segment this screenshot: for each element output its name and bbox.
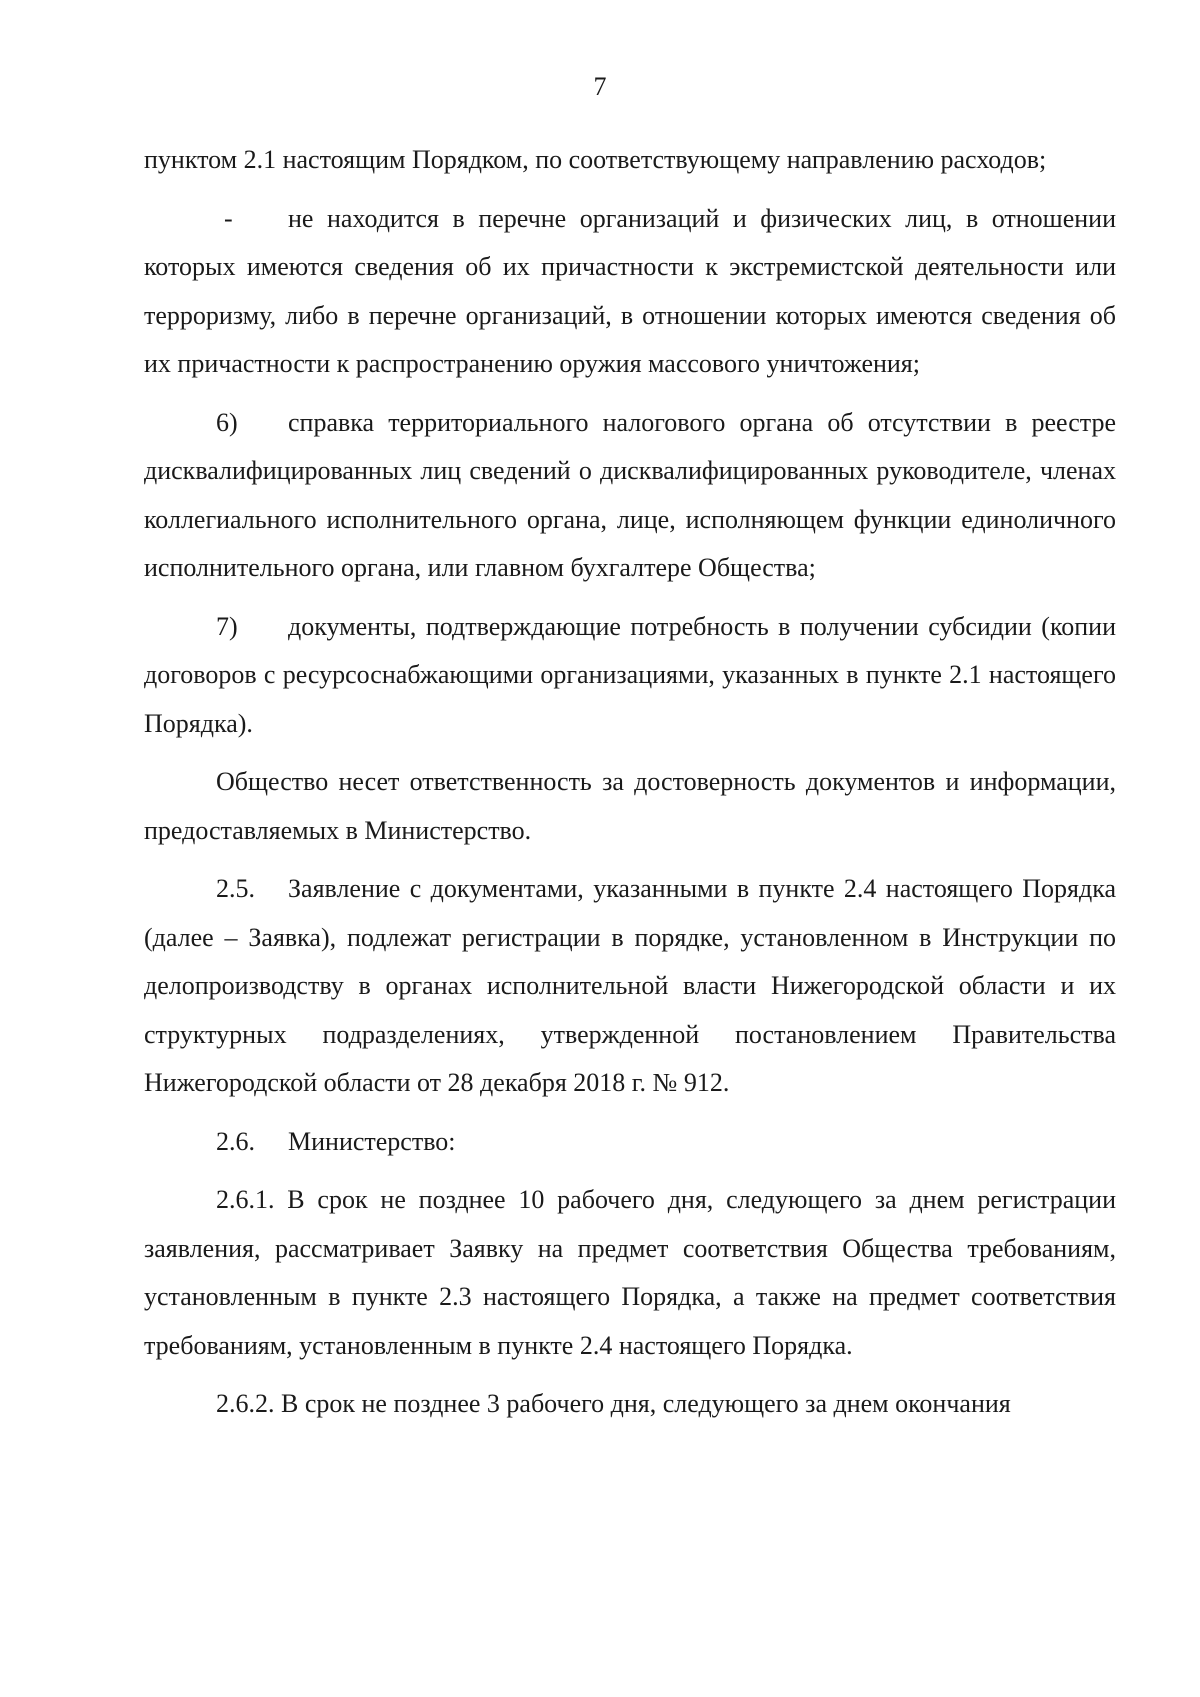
page-number: 7 [593, 72, 607, 101]
paragraph-text: пунктом 2.1 настоящим Порядком, по соответствующему направлению расходов; [144, 145, 1047, 174]
document-body [144, 136, 1116, 1439]
paragraph-text: Общество несет ответственность за достоверность документов и информации, предоставляемых в Министерство. [144, 767, 1116, 845]
paragraph-text: 2.6.2. В срок не позднее 3 рабочего дня, следующего за днем окончания [216, 1389, 1011, 1418]
list-marker: - [224, 203, 233, 233]
paragraph-text: Министерство: [288, 1126, 456, 1156]
paragraph-text: 2.6.1. В срок не позднее 10 рабочего дня, следующего за днем регистрации заявления, рассматривает Заявку на предмет соответствия Общества требованиям, установленным в пункте 2.3 настоящего Порядка, а также на предмет соответствия требованиям, установленным в пункте 2.4 настоящего Порядка. [144, 1185, 1116, 1360]
clause-number: 2.6. [216, 1126, 255, 1156]
paragraph-responsibility [144, 758, 1116, 855]
list-item-7 [144, 603, 1116, 749]
paragraph-text: документы, подтверждающие потребность в получении субсидии (копии договоров с ресурсоснабжающими организациями, указанных в пункте 2.1 настоящего Порядка). [144, 611, 1116, 738]
list-marker: 7) [216, 611, 238, 641]
paragraph-text: не находится в перечне организаций и физических лиц, в отношении которых имеются сведения об их причастности к экстремистской деятельности или терроризму, либо в перечне организаций, в отношении которых имеются сведения об их причастности к распространению оружия массового уничтожения; [144, 203, 1116, 378]
paragraph-text: Заявление с документами, указанными в пункте 2.4 настоящего Порядка (далее – Заявка), подлежат регистрации в порядке, установленном в Инструкции по делопроизводству в органах исполнительной власти Нижегородской области и их структурных подразделениях, утвержденной постановлением Правительства Нижегородской области от 28 декабря 2018 г. № 912. [144, 874, 1116, 1097]
list-marker: 6) [216, 407, 238, 437]
clause-number: 2.5. [216, 874, 255, 903]
paragraph-text: справка территориального налогового органа об отсутствии в реестре дисквалифицированных лиц сведений о дисквалифицированных руководителе, членах коллегиального исполнительного органа, лице, исполняющем функции единоличного исполнительного органа, или главном бухгалтере Общества; [144, 407, 1116, 582]
clause-2-5 [144, 865, 1116, 1108]
clause-2-6-2 [144, 1380, 1116, 1429]
list-item-6 [144, 399, 1116, 593]
list-item-not-in-extremist-list [144, 195, 1116, 389]
clause-2-6 [144, 1118, 1116, 1167]
clause-2-6-1 [144, 1176, 1116, 1370]
paragraph-continuation [144, 136, 1116, 185]
